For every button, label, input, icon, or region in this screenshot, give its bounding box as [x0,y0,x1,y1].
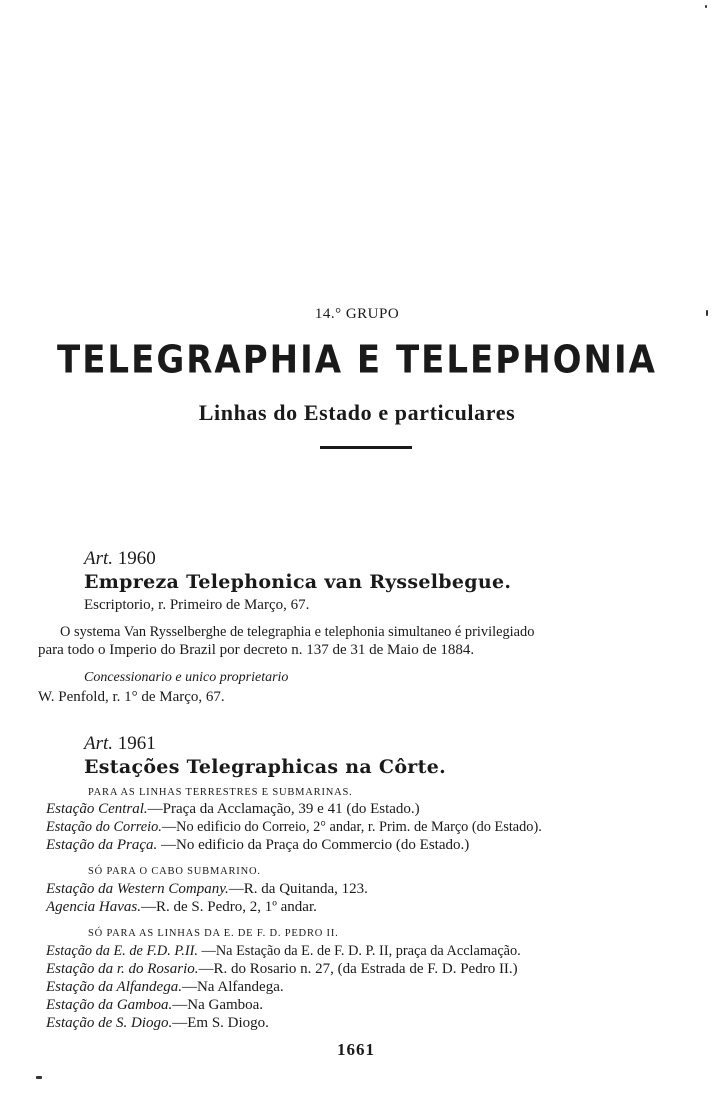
station-address: —Praça da Acclamação, 39 e 41 (do Estado.) [147,801,420,817]
article-prefix: Art. [84,733,114,754]
station-line [46,1015,269,1032]
station-name: Estação do Correio. [46,819,162,835]
article-number-1960 [84,548,156,570]
station-address: —R. de S. Pedro, 2, 1º andar. [140,899,317,915]
station-address: —R. do Rosario n. 27, (da Estrada de F. D. Pedro II.) [198,961,518,977]
company-office: Escriptorio, r. Primeiro de Março, 67. [84,597,310,613]
title-divider [320,446,412,449]
station-address: —Na Gamboa. [172,997,264,1013]
section-heading-submarine: SÓ PARA O CABO SUBMARINO. [88,866,261,877]
scan-speck [36,1076,42,1079]
station-name: Estação da Praça. [46,837,158,853]
station-line [46,979,284,996]
station-line [46,961,518,978]
article-prefix: Art. [84,548,114,569]
station-name: Estação de S. Diogo. [46,1015,173,1031]
scan-speck [706,310,708,316]
station-address: —No edificio do Correio, 2° andar, r. Prim. de Março (do Estado). [161,819,542,835]
station-address: —No edificio da Praça do Commercio (do Estado.) [157,837,470,853]
group-heading: 14.° GRUPO [314,306,400,322]
station-address: —Em S. Diogo. [172,1015,269,1031]
station-line [46,899,317,916]
scan-speck [705,5,707,8]
section-heading-terrestrial: PARA AS LINHAS TERRESTRES E SUBMARINAS. [88,787,353,798]
article-number: 1960 [117,548,156,569]
stations-title: Estações Telegraphicas na Côrte. [84,756,446,778]
station-name: Estação da E. de F.D. P.II. [46,943,198,959]
station-address: —Na Alfandega. [181,979,284,995]
concessionaire-name: W. Penfold, r. 1° de Março, 67. [38,689,225,705]
article-number-1961 [84,733,156,755]
station-line [46,943,521,960]
station-line [46,997,263,1014]
description-line-2: para todo o Imperio do Brazil por decreto n. 137 de 31 de Maio de 1884. [38,642,475,658]
station-line [46,819,542,836]
description-line-1: O systema Van Rysselberghe de telegraphia e telephonia simultaneo é privilegiado [60,624,535,640]
station-name: Agencia Havas. [46,899,141,915]
page-title: TELEGRAPHIA E TELEPHONIA [57,337,657,383]
station-name: Estação Central. [46,801,148,817]
page-number: 1661 [337,1040,375,1059]
station-address: —Na Estação da E. de F. D. P. II, praça da Acclamação. [197,943,521,959]
page-subtitle: Linhas do Estado e particulares [198,400,516,425]
station-name: Estação da Gamboa. [46,997,173,1013]
section-heading-railway: SÓ PARA AS LINHAS DA E. DE F. D. PEDRO II. [88,928,339,939]
station-line [46,837,469,854]
station-name: Estação da r. do Rosario. [46,961,199,977]
station-name: Estação da Alfandega. [46,979,182,995]
concessionaire-label: Concessionario e unico proprietario [84,670,289,685]
station-name: Estação da Western Company. [46,881,229,897]
station-line [46,801,420,818]
station-line [46,881,368,898]
station-address: —R. da Quitanda, 123. [228,881,368,897]
article-number: 1961 [117,733,156,754]
company-name: Empreza Telephonica van Rysselbegue. [84,571,512,593]
